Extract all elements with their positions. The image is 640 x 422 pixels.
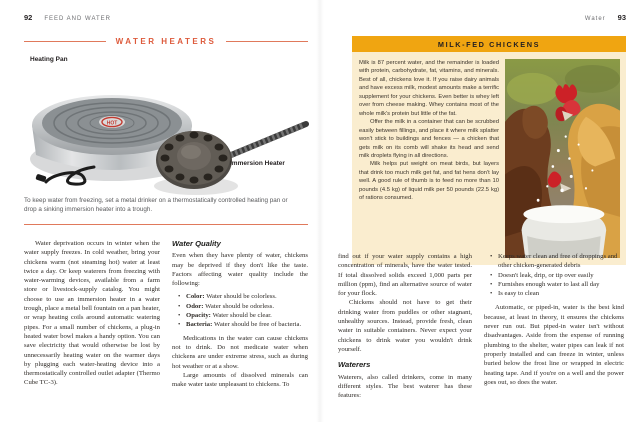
right-page-number: 93 <box>617 13 626 22</box>
paragraph: Offer the milk in a container that can be scrubbed easily between fillings, and place it where milk splatter won't stick to buildings and fences — a chicken that gets milk on its comb will shake its head and send milk droplets flying in all directions. <box>359 119 499 159</box>
left-running-head <box>24 13 111 22</box>
right-column-2 <box>484 252 624 387</box>
caption-rule <box>24 224 308 225</box>
right-column-1 <box>338 252 472 400</box>
sidebar-header-bar <box>352 36 626 52</box>
hot-badge-text: HOT <box>106 120 118 127</box>
sidebar-title: MILK-FED CHICKENS <box>437 39 541 49</box>
paragraph: Water deprivation occurs in winter when the water supply freezes. In cold weather, bring your chickens warm (not steaming hot) water at least twice a day. Or keep waterers from freezing with water-warming devices, available from a farm store or livestock-supply catalog. You might choose to use an immersion heater in a water trough, place a metal bell fountain on a pan heater, or wrap heating coils around automatic watering pipes. For a small number of chickens, a plug-in heated water bowl makes a handy option. You can save electricity that would otherwise be lost by unnecessarily heating water on the warmer days by plugging each water-heating device into a thermostatically controlled outlet adapter (Thermo Cube TC-3). <box>24 240 160 387</box>
waterer-features-list <box>484 252 624 298</box>
chickens-photo <box>505 59 620 258</box>
water-quality-bullet-list <box>172 292 308 329</box>
water-quality-heading: Water Quality <box>172 239 221 248</box>
paragraph: Medications in the water can cause chickens not to drink. Do not medicate water when chickens are under extreme stress, such as during hot weather or at a show. <box>172 334 308 370</box>
bullet-item: • Opacity: Water should be clear. <box>178 311 308 320</box>
milk-fed-chickens-sidebar <box>352 36 626 265</box>
section-heading <box>24 37 308 46</box>
left-column-1 <box>24 239 160 388</box>
bullet-item: • Doesn't leak, drip, or tip over easily <box>490 271 624 280</box>
left-running-title: FEED AND WATER <box>44 16 112 22</box>
right-running-head <box>330 13 626 22</box>
heading-rule-right <box>226 41 308 42</box>
waterers-heading: Waterers <box>338 360 371 370</box>
sidebar-body <box>352 52 626 265</box>
section-title: WATER HEATERS <box>115 37 217 46</box>
paragraph: Chickens should not have to get their drinking water from puddles or other stagnant, unhealthy sources. Instead, provide fresh, clean water in suitable containers. Never expect your chickens to drink water you wouldn't drink yourself. <box>338 299 472 353</box>
heating-pan-label: Heating Pan <box>30 56 68 63</box>
bullet-item: • Odor: Water should be odorless. <box>178 302 308 311</box>
right-running-title: Water <box>584 16 606 22</box>
immersion-heater-photo <box>146 116 312 200</box>
bullet-term: Opacity: <box>186 312 213 320</box>
bullet-term: Odor: <box>186 302 206 310</box>
paragraph: Milk helps put weight on meat birds, but layers that drink too much milk get fat, and fat hens don't lay well. A good rule of thumb is to feed no more than 10 pounds (4.5 kg) of liquid milk per 50 pounds (22.5 kg) of rations consumed. <box>359 161 499 202</box>
right-column-1-paragraphs <box>338 252 472 354</box>
bullet-item: • Color: Water should be colorless. <box>178 292 308 301</box>
left-page-number: 92 <box>24 13 33 22</box>
bullet-item: • Is easy to clean <box>490 289 624 298</box>
bullet-term: Color: <box>186 293 207 301</box>
heading-rule-left <box>24 41 106 42</box>
water-quality-intro: Even when they have plenty of water, chickens may be deprived if they don't like the taste. Factors affecting water quality include the following: <box>172 252 308 288</box>
bullet-item: • Keeps water clean and free of droppings and other chicken-generated debris <box>490 252 624 271</box>
right-column-2-paragraphs <box>484 303 624 387</box>
bullet-term: Bacteria: <box>186 321 215 329</box>
sidebar-text <box>359 59 499 258</box>
bullet-item: • Bacteria: Water should be free of bacteria. <box>178 320 308 329</box>
immersion-heater-label: Immersion Heater <box>230 160 285 167</box>
bullet-item: • Furnishes enough water to last all day <box>490 280 624 289</box>
left-column-2 <box>172 239 308 389</box>
figure-caption: To keep water from freezing, set a metal drinker on a thermostatically controlled heating pan or drop a sinking immersion heater into a trough. <box>24 197 288 213</box>
waterers-intro: Waterers, also called drinkers, come in many different styles. The best waterer has these features: <box>338 373 472 400</box>
paragraph: Automatic, or piped-in, water is the best kind because, at least in theory, it ensures the chickens never run out. But piped-in water isn't without disadvantages. Aside from the expense of running plumbing to the shelter, water pipes can leak if not properly installed and can freeze in winter, unless buried below the frost line or wrapped in electric heating tape. And if you're on a well and the power goes out, so does the water. <box>484 304 624 386</box>
paragraph: find out if your water supply contains a high concentration of minerals, have the water tested. If total dissolved solids exceed 1,000 parts per million (ppm), find an alternative source of water for your flock. <box>338 253 472 298</box>
paragraph: Large amounts of dissolved minerals can make water taste unpleasant to chickens. To <box>172 371 308 389</box>
paragraph: Milk is 87 percent water, and the remainder is loaded with protein, carbohydrate, fat, vitamins, and minerals. Best of all, chickens love it. If you raise dairy animals and have excess milk, modest amounts make a terrific supplement for your chickens. Even better is whey left over from cheese making. Whey contains most of the whole milk's protein but little of the fat. <box>359 60 499 117</box>
water-quality-paragraphs <box>172 334 308 390</box>
